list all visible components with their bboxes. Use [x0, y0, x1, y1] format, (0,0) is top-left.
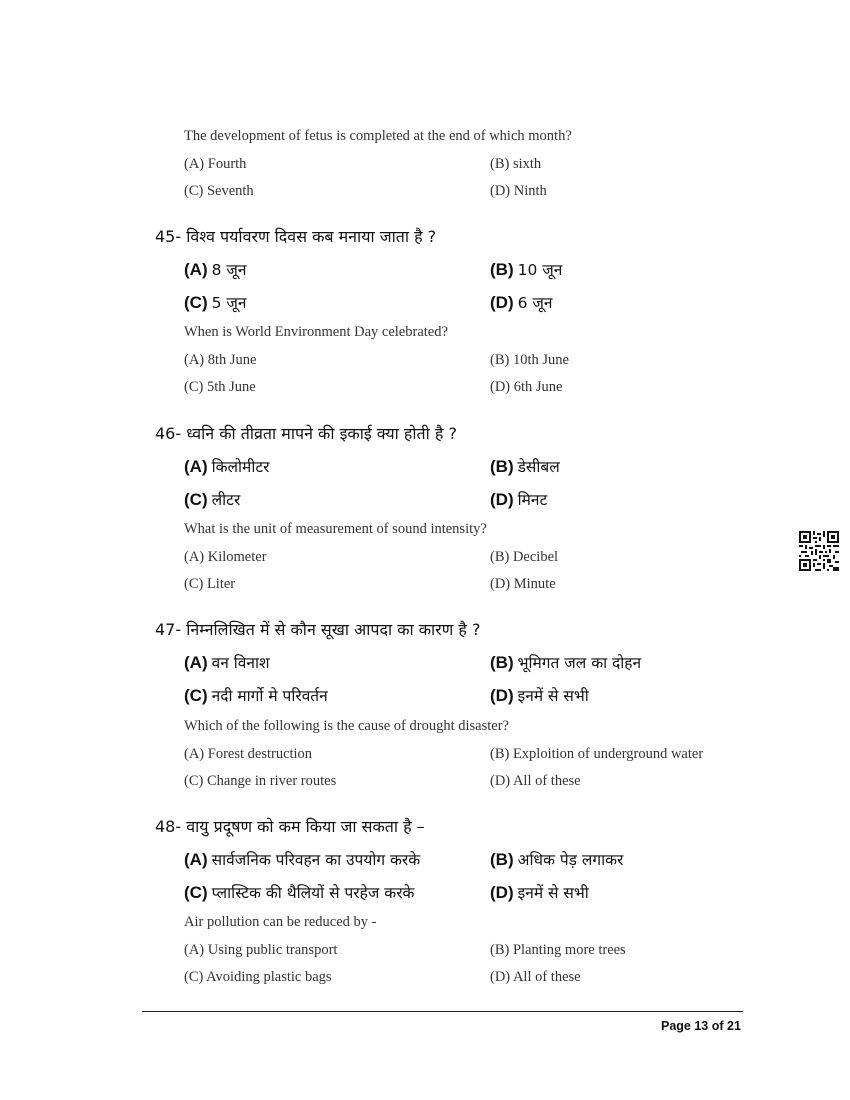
footer-divider: [142, 1011, 743, 1012]
q45-hindi-option-d-text: 6 जून: [517, 294, 553, 312]
q46-hindi-option-d: [490, 488, 547, 510]
q48-option-d: (D) All of these: [490, 969, 581, 985]
q44-option-b: (B) sixth: [490, 156, 542, 172]
page-number: Page 13 of 21: [661, 1019, 741, 1033]
q46-option-a: (A) Kilometer: [184, 549, 267, 565]
q48-english-question: Air pollution can be reduced by -: [184, 914, 377, 930]
q48-hindi-option-a-letter: (A): [184, 850, 208, 869]
q47-english-question: Which of the following is the cause of drought disaster?: [184, 718, 509, 734]
q47-hindi-option-a-letter: (A): [184, 653, 208, 672]
q45-hindi-option-c: [184, 291, 247, 313]
qr-code-icon[interactable]: [799, 531, 839, 571]
q46-hindi-option-a-letter: (A): [184, 457, 208, 476]
q44-english-question: The development of fetus is completed at the end of which month?: [184, 128, 572, 144]
q47-option-b: (B) Exploition of underground water: [490, 746, 704, 762]
q46-option-b: (B) Decibel: [490, 549, 559, 565]
q45-option-d: (D) 6th June: [490, 379, 563, 395]
q47-option-d: (D) All of these: [490, 773, 581, 789]
q47-hindi-option-b-letter: (B): [490, 653, 514, 672]
q45-hindi-option-b-text: 10 जून: [517, 261, 563, 279]
q46-hindi-option-b-text: डेसीबल: [517, 458, 560, 476]
q48-option-c: (C) Avoiding plastic bags: [184, 969, 332, 985]
q45-hindi-option-a: [184, 258, 247, 280]
q48-hindi-option-b: [490, 848, 623, 870]
q47-hindi-option-a-text: वन विनाश: [211, 654, 270, 672]
q47-hindi-question-text: निम्नलिखित में से कौन सूखा आपदा का कारण है ?: [186, 620, 481, 639]
q46-hindi-option-b: [490, 455, 560, 477]
q47-hindi-option-a: [184, 651, 270, 673]
q47-option-c: (C) Change in river routes: [184, 773, 337, 789]
q45-option-b: (B) 10th June: [490, 352, 569, 368]
q46-hindi-option-b-letter: (B): [490, 457, 514, 476]
q47-hindi-option-c-text: नदी मार्गो मे परिवर्तन: [211, 687, 328, 705]
q47-hindi-question: [155, 618, 480, 640]
q48-hindi-option-c: [184, 881, 414, 903]
q46-hindi-option-a: [184, 455, 270, 477]
q46-number: 46-: [155, 424, 182, 443]
q44-option-d: (D) Ninth: [490, 183, 547, 199]
q48-hindi-option-d: [490, 881, 589, 903]
q46-option-c: (C) Liter: [184, 576, 236, 592]
q48-hindi-option-d-text: इनमें से सभी: [517, 884, 589, 902]
q48-hindi-option-a-text: सार्वजनिक परिवहन का उपयोग करके: [211, 851, 421, 869]
q45-hindi-option-c-text: 5 जून: [211, 294, 247, 312]
q47-hindi-option-b-text: भूमिगत जल का दोहन: [517, 654, 642, 672]
q44-option-a: (A) Fourth: [184, 156, 247, 172]
q46-hindi-question-text: ध्वनि की तीव्रता मापने की इकाई क्या होती है ?: [186, 424, 457, 443]
q48-hindi-question: [155, 815, 425, 837]
q45-option-a: (A) 8th June: [184, 352, 257, 368]
q45-hindi-option-a-letter: (A): [184, 260, 208, 279]
q46-hindi-question: [155, 422, 457, 444]
q48-hindi-option-b-letter: (B): [490, 850, 514, 869]
q48-number: 48-: [155, 817, 182, 836]
q45-hindi-option-c-letter: (C): [184, 293, 208, 312]
q48-hindi-option-b-text: अधिक पेड़ लगाकर: [517, 851, 624, 869]
q48-hindi-option-c-text: प्लास्टिक की थैलियों से परहेज करके: [211, 884, 415, 902]
q45-hindi-option-a-text: 8 जून: [211, 261, 247, 279]
q45-hindi-question: [155, 225, 436, 247]
q46-hindi-option-d-text: मिनट: [517, 491, 548, 509]
q46-option-d: (D) Minute: [490, 576, 556, 592]
q46-hindi-option-c: [184, 488, 240, 510]
q46-hindi-option-d-letter: (D): [490, 490, 514, 509]
q46-hindi-option-c-text: लीटर: [211, 491, 241, 509]
q44-option-c: (C) Seventh: [184, 183, 254, 199]
q45-english-question: When is World Environment Day celebrated?: [184, 324, 448, 340]
q45-number: 45-: [155, 227, 182, 246]
q45-option-c: (C) 5th June: [184, 379, 256, 395]
q48-hindi-question-text: वायु प्रदूषण को कम किया जा सकता है –: [186, 817, 425, 836]
q47-hindi-option-d-text: इनमें से सभी: [517, 687, 589, 705]
q46-hindi-option-c-letter: (C): [184, 490, 208, 509]
q45-hindi-option-d: [490, 291, 553, 313]
q47-option-a: (A) Forest destruction: [184, 746, 313, 762]
q48-hindi-option-c-letter: (C): [184, 883, 208, 902]
q45-hindi-option-b: [490, 258, 562, 280]
q48-option-b: (B) Planting more trees: [490, 942, 626, 958]
q48-hindi-option-a: [184, 848, 420, 870]
q47-hindi-option-b: [490, 651, 641, 673]
q48-option-a: (A) Using public transport: [184, 942, 338, 958]
q45-hindi-option-d-letter: (D): [490, 293, 514, 312]
q48-hindi-option-d-letter: (D): [490, 883, 514, 902]
q45-hindi-question-text: विश्व पर्यावरण दिवस कब मनाया जाता है ?: [186, 227, 437, 246]
q46-english-question: What is the unit of measurement of sound intensity?: [184, 521, 487, 537]
q47-hindi-option-d-letter: (D): [490, 686, 514, 705]
q45-hindi-option-b-letter: (B): [490, 260, 514, 279]
q47-hindi-option-c: [184, 684, 328, 706]
q47-hindi-option-c-letter: (C): [184, 686, 208, 705]
q47-hindi-option-d: [490, 684, 589, 706]
q46-hindi-option-a-text: किलोमीटर: [211, 458, 270, 476]
q47-number: 47-: [155, 620, 182, 639]
